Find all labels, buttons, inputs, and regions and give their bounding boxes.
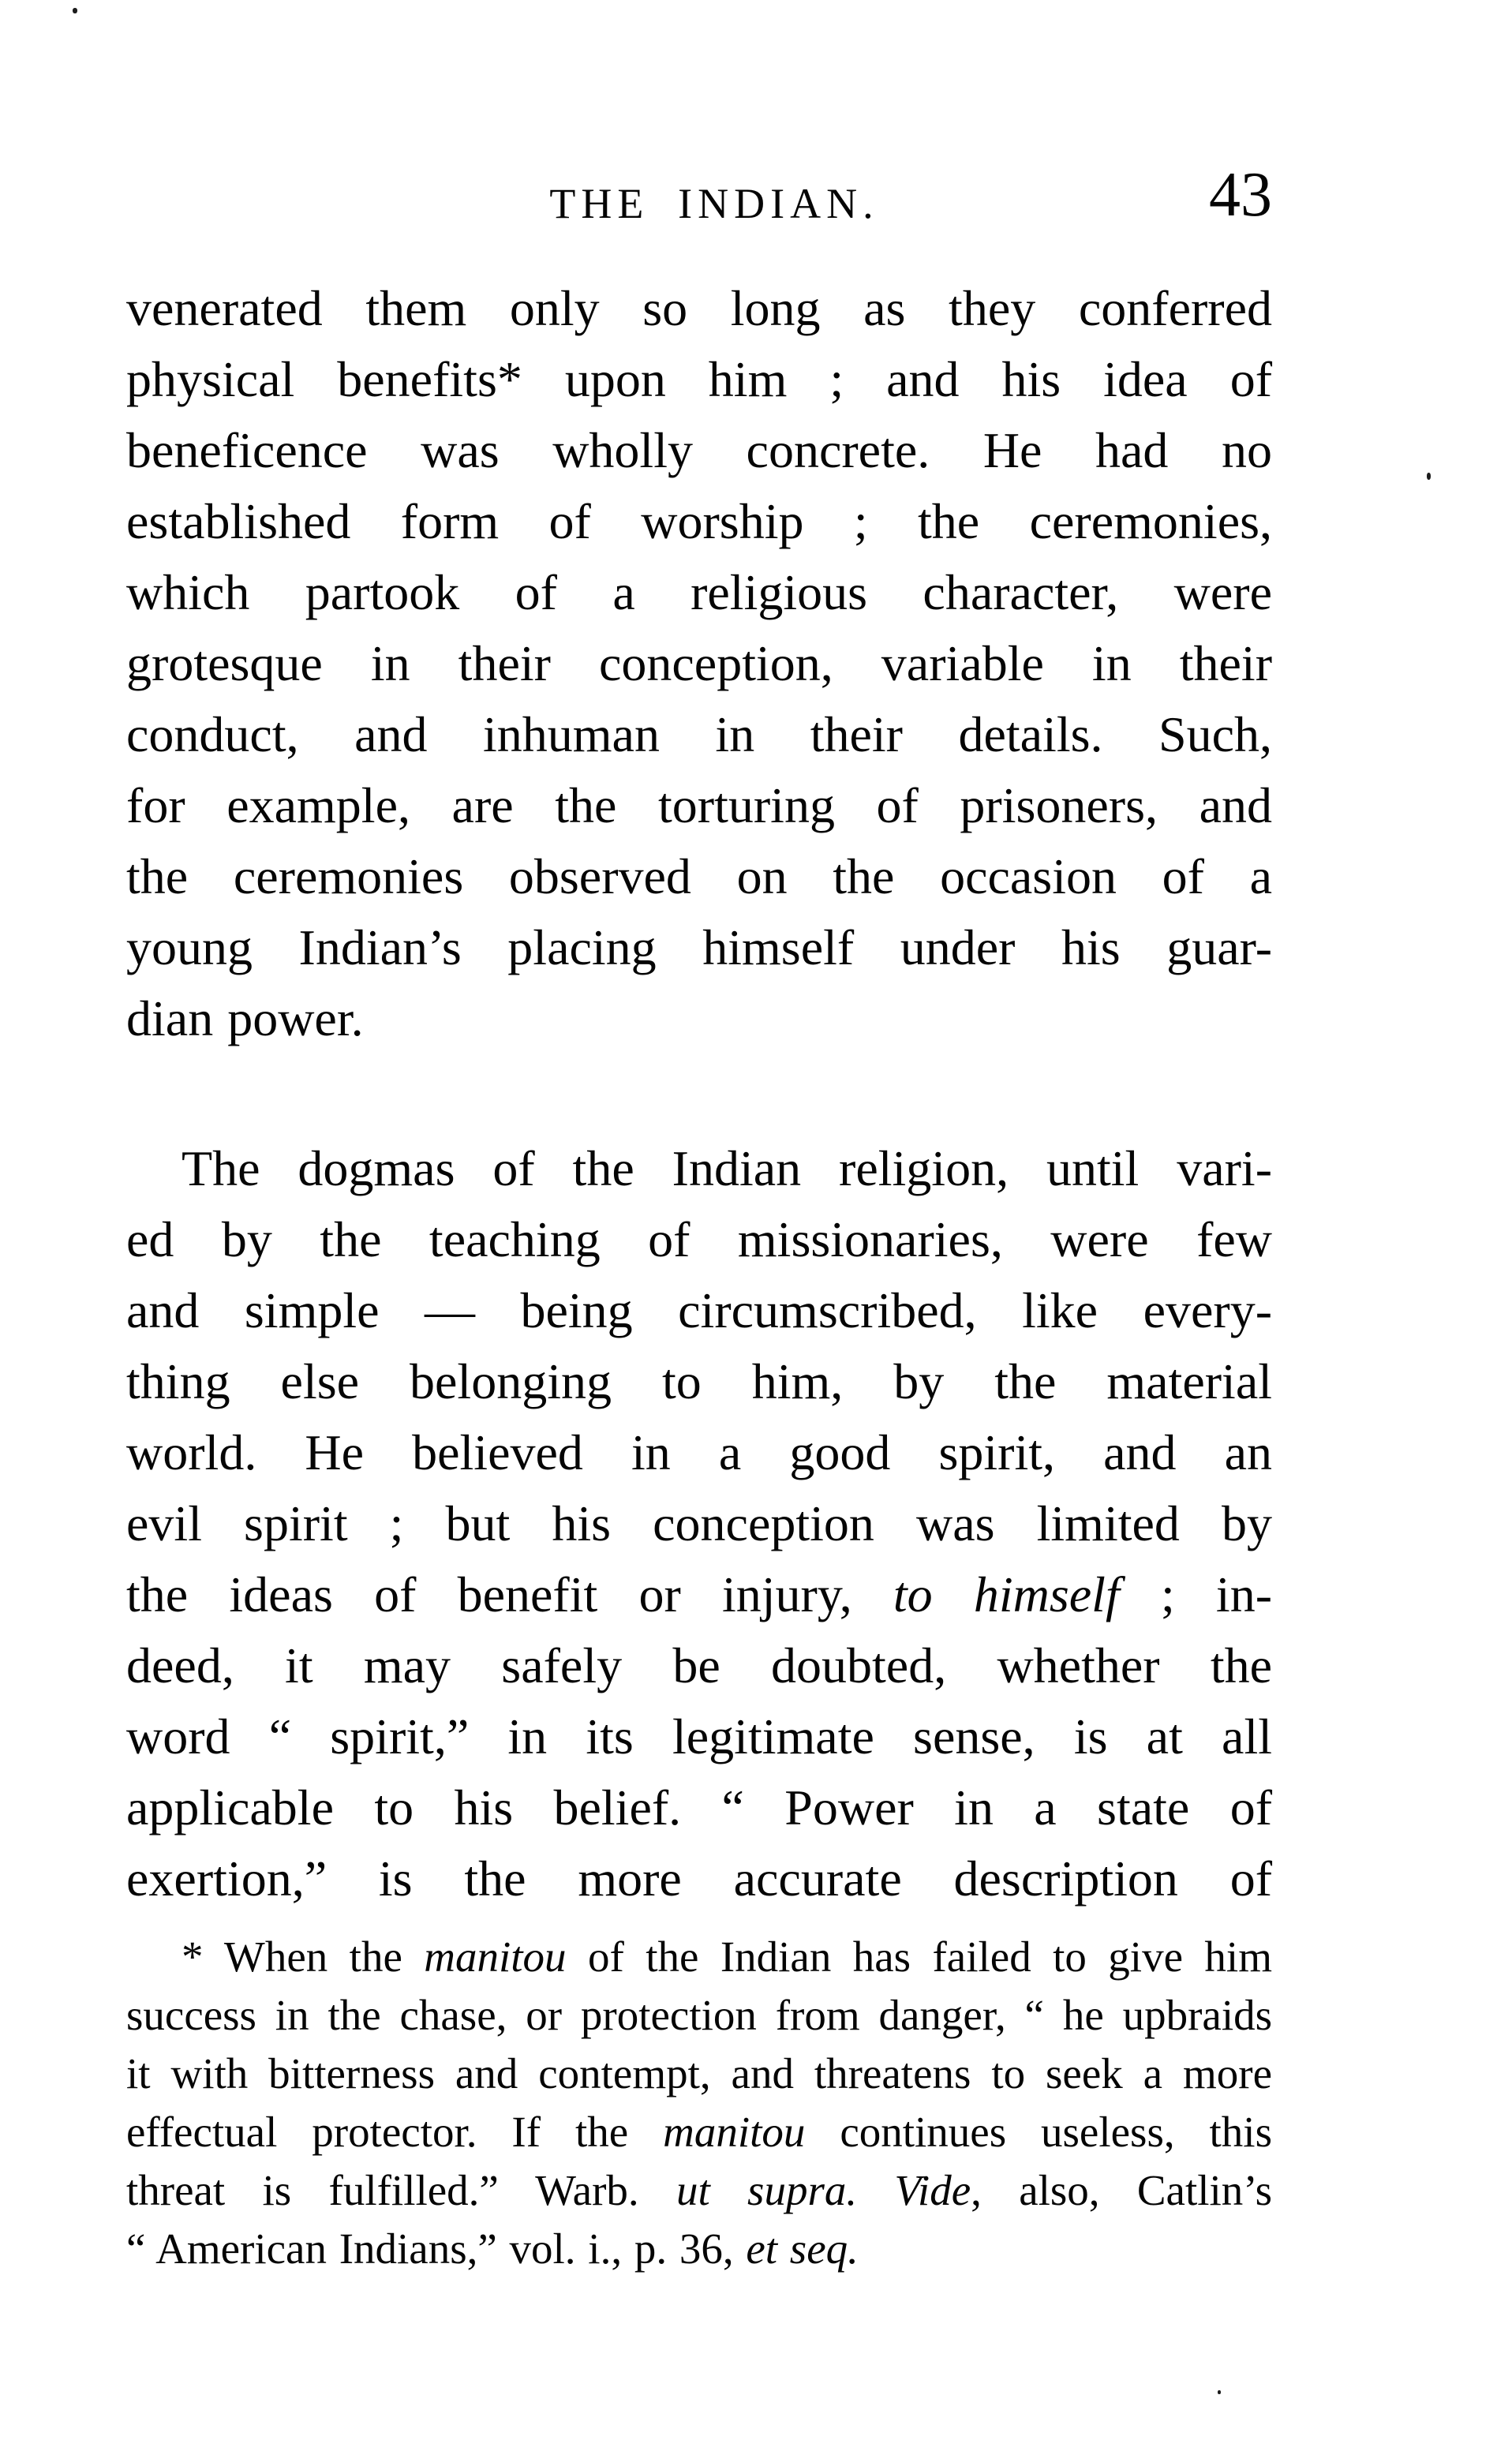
scan-speck [1427, 473, 1431, 480]
text-line [126, 2220, 1272, 2278]
text-segment: evil spirit ; but his conception was limited by [126, 1495, 1272, 1551]
text-segment: ed by the teaching of missionaries, were few [126, 1211, 1272, 1267]
text-line [126, 1417, 1272, 1488]
text-segment: conduct, and inhuman in their details. Such, [126, 706, 1272, 762]
italic-text-segment: to himself [893, 1566, 1120, 1622]
text-segment: applicable to his belief. “ Power in a state of [126, 1779, 1272, 1835]
text-segment: it with bitterness and contempt, and threatens to seek a more [126, 2049, 1272, 2097]
text-line [126, 1204, 1272, 1275]
text-segment: world. He believed in a good spirit, and an [126, 1424, 1272, 1480]
italic-text-segment: Vide [894, 2166, 971, 2214]
text-segment: the ideas of benefit or injury, [126, 1566, 893, 1622]
text-segment: “ American Indians,” vol. i., p. 36, [126, 2225, 747, 2273]
text-segment: the ceremonies observed on the occasion of a [126, 848, 1272, 904]
text-line [126, 841, 1272, 912]
scan-speck [73, 8, 77, 13]
text-line [126, 2045, 1272, 2103]
text-segment: grotesque in their conception, variable in their [126, 635, 1272, 691]
text-segment: success in the chase, or protection from danger, “ he upbraids [126, 1991, 1272, 2039]
text-line [126, 1488, 1272, 1559]
text-line [126, 983, 1272, 1054]
text-line [126, 912, 1272, 983]
text-line [126, 1986, 1272, 2045]
text-line [126, 628, 1272, 699]
text-segment: established form of worship ; the ceremonies, [126, 493, 1272, 549]
text-line [126, 1133, 1272, 1204]
text-segment: continues useless, this [805, 2108, 1272, 2156]
text-segment: beneficence was wholly concrete. He had no [126, 422, 1272, 478]
text-line [126, 2161, 1272, 2220]
text-segment: * When the [182, 1933, 425, 1981]
text-line [126, 344, 1272, 415]
text-line [126, 1701, 1272, 1772]
scan-speck [1218, 2390, 1221, 2394]
running-header-title: THE INDIAN. [549, 180, 879, 227]
text-line [126, 770, 1272, 841]
italic-text-segment: et seq. [746, 2225, 859, 2273]
italic-text-segment: ut supra. [676, 2166, 858, 2214]
text-line [126, 1275, 1272, 1346]
text-segment: of the Indian has failed to give him [566, 1933, 1272, 1981]
text-line [126, 486, 1272, 557]
italic-text-segment: manitou [663, 2108, 806, 2156]
text-segment: , also, Catlin’s [971, 2166, 1272, 2214]
body-paragraph-2 [126, 1133, 1272, 1914]
text-line [126, 557, 1272, 628]
footnote [126, 1928, 1272, 2278]
text-segment: young Indian’s placing himself under his guar- [126, 919, 1272, 975]
body-paragraph-1 [126, 273, 1272, 1054]
text-line [126, 1630, 1272, 1701]
text-line [126, 1346, 1272, 1417]
text-segment: for example, are the torturing of prisoners, and [126, 777, 1272, 833]
text-segment: exertion,” is the more accurate description of [126, 1850, 1272, 1907]
text-segment: The dogmas of the Indian religion, until vari- [182, 1140, 1272, 1196]
text-segment: which partook of a religious character, were [126, 564, 1272, 620]
text-line [126, 699, 1272, 770]
text-segment: thing else belonging to him, by the material [126, 1353, 1272, 1409]
text-segment: deed, it may safely be doubted, whether the [126, 1637, 1272, 1693]
text-line [126, 415, 1272, 486]
text-line [126, 1772, 1272, 1843]
page-number: 43 [1209, 160, 1272, 230]
text-segment: ; in- [1119, 1566, 1273, 1622]
text-segment [857, 2166, 894, 2214]
text-segment: effectual protector. If the [126, 2108, 664, 2156]
text-segment: and simple — being circumscribed, like every- [126, 1282, 1272, 1338]
italic-text-segment: manitou [424, 1933, 567, 1981]
text-segment: word “ spirit,” in its legitimate sense, is at all [126, 1708, 1272, 1764]
text-line [126, 2103, 1272, 2161]
text-segment: venerated them only so long as they conferred [126, 280, 1272, 336]
text-line [126, 1928, 1272, 1986]
text-segment: threat is fulfilled.” Warb. [126, 2166, 676, 2214]
text-line [126, 273, 1272, 344]
text-line [126, 1559, 1272, 1630]
text-segment: physical benefits* upon him ; and his idea of [126, 351, 1272, 407]
text-line [126, 1843, 1272, 1914]
text-segment: dian power. [126, 990, 364, 1046]
